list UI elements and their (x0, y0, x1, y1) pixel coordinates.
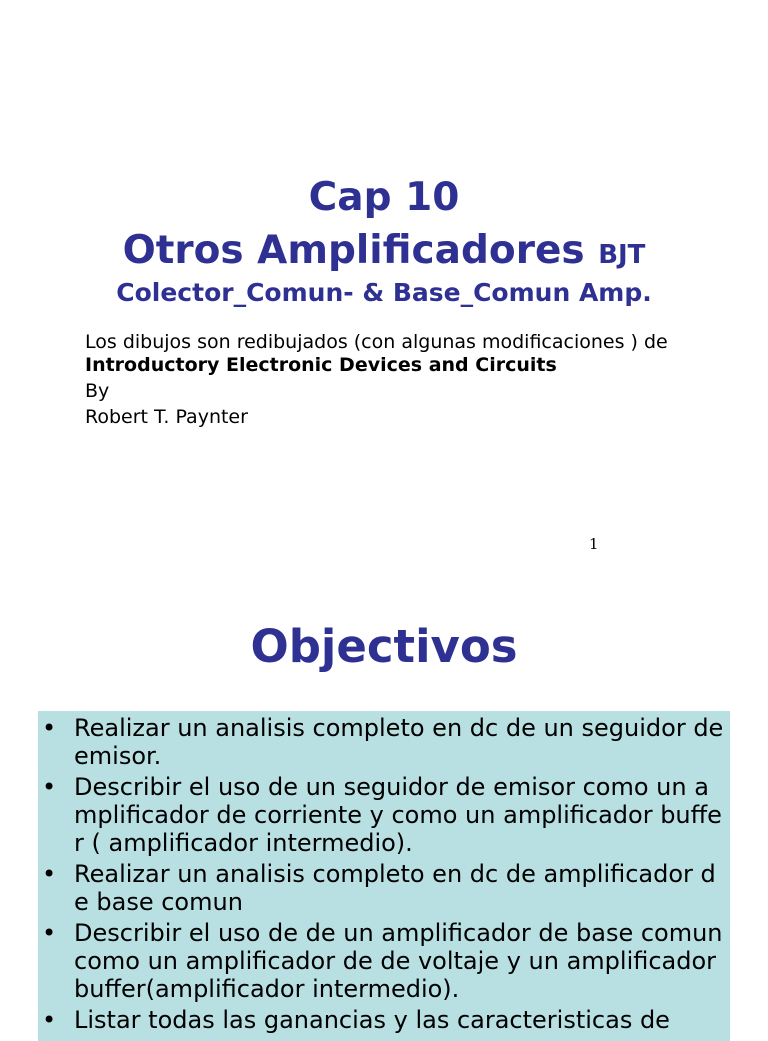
list-item (38, 1006, 730, 1034)
objective-text: Describir el uso de un seguidor de emisor como un amplificador de corriente y como un amplificador buffer ( amplificador intermedio). (74, 773, 722, 857)
credits-by: By (85, 380, 110, 402)
bullet-icon: • (42, 860, 57, 888)
page-number: 1 (589, 535, 599, 553)
objective-text: Realizar un analisis completo en dc de amplificador de base comun (74, 860, 716, 916)
credits-source (85, 331, 695, 377)
objectives-slide (0, 576, 768, 1034)
list-item (38, 714, 730, 770)
book-title: Introductory Electronic Devices and Circuits (85, 354, 557, 376)
credits-block (85, 331, 695, 429)
list-item (38, 919, 730, 1003)
list-item (38, 773, 730, 857)
bullet-icon: • (42, 1006, 57, 1034)
slide-title-main: Otros Amplificadores (122, 228, 585, 273)
chapter-title: Cap 10 (308, 175, 460, 220)
objectives-title: Objectivos (250, 620, 518, 673)
list-item (38, 860, 730, 916)
objectives-box (38, 711, 730, 1041)
objective-text: Listar todas las ganancias y las caracteristicas de (74, 1006, 670, 1034)
slide-title-suffix: BJT (598, 240, 646, 270)
bullet-icon: • (42, 919, 57, 947)
objective-text: Describir el uso de de un amplificador de base comun como un amplificador de de voltaje y un amplificador buffer(amplificador intermedio). (74, 919, 723, 1003)
objective-text: Realizar un analisis completo en dc de un seguidor de emisor. (74, 714, 724, 770)
slide-title (0, 226, 768, 280)
slide-subtitle: Colector_Comun- & Base_Comun Amp. (116, 278, 652, 307)
author-name: Robert T. Paynter (85, 406, 248, 428)
credits-intro: Los dibujos son redibujados (con algunas modificaciones ) de (85, 331, 668, 353)
bullet-icon: • (42, 773, 57, 801)
bullet-icon: • (42, 714, 57, 742)
objectives-list (38, 711, 730, 1034)
